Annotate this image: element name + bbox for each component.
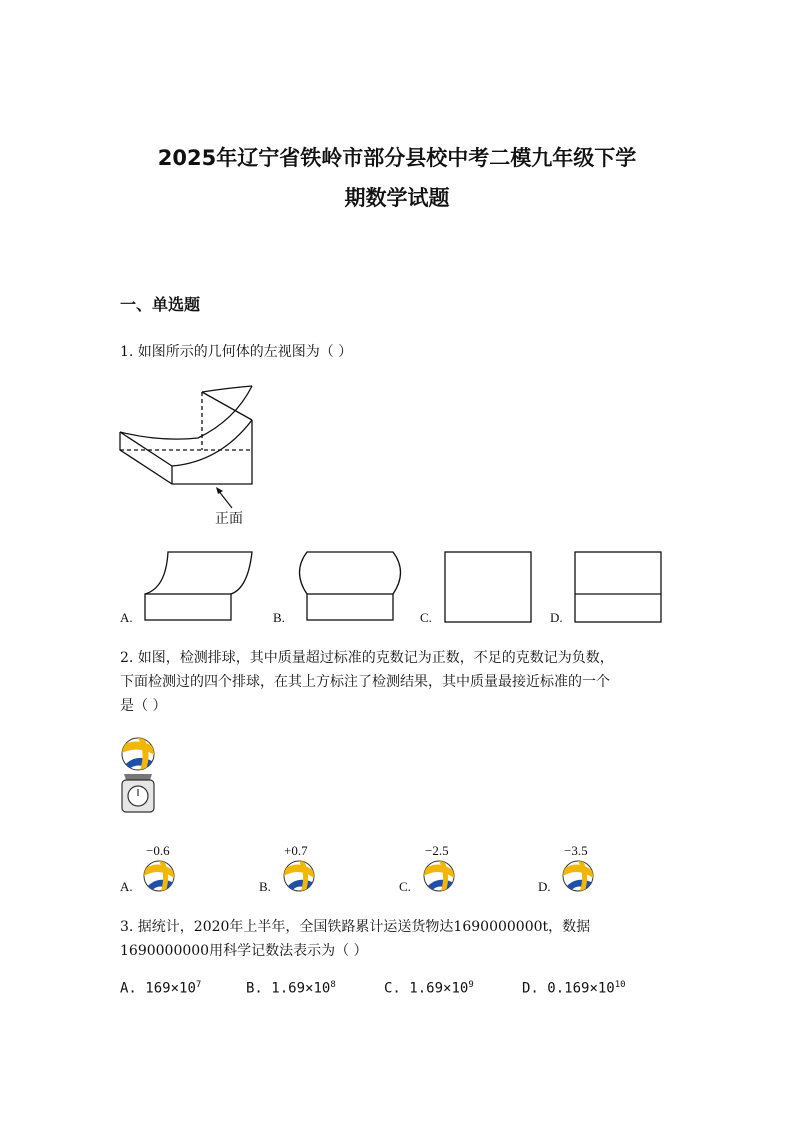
q3-option-d-base: 0.169×10	[547, 980, 615, 997]
q3-option-d[interactable]	[522, 980, 626, 997]
q3-option-c-label: C.	[384, 980, 401, 997]
q3-option-a-exp: 7	[195, 980, 202, 990]
q3-option-a-label: A.	[120, 980, 137, 997]
document-title-line1: 2025年辽宁省铁岭市部分县校中考二模九年级下学	[157, 146, 637, 170]
q3-option-b[interactable]	[246, 980, 336, 997]
volleyball-c-icon[interactable]	[422, 859, 456, 893]
question-1-text: 1. 如图所示的几何体的左视图为（ ）	[120, 344, 353, 360]
front-view-label: 正面	[215, 511, 243, 527]
question-2-line3: 是（ ）	[120, 698, 167, 714]
volleyball-d-icon[interactable]	[561, 859, 595, 893]
q3-option-c-base: 1.69×10	[409, 980, 469, 997]
volleyball-a-icon[interactable]	[142, 859, 176, 893]
question-2-line2: 下面检测过的四个排球，在其上方标注了检测结果，其中质量最接近标准的一个	[120, 674, 610, 690]
q1-option-c-figure[interactable]	[440, 548, 536, 624]
volleyball-b-icon[interactable]	[282, 859, 316, 893]
scale-with-ball-icon	[116, 734, 166, 816]
q2-option-d-value: −3.5	[564, 843, 588, 858]
q3-option-a[interactable]	[120, 980, 201, 997]
q1-option-d-label[interactable]: D.	[550, 610, 563, 625]
q2-option-a-value: −0.6	[146, 843, 170, 858]
q2-option-b-value: +0.7	[284, 843, 308, 858]
q1-option-a-label[interactable]: A.	[120, 610, 133, 625]
document-title-line2: 期数学试题	[344, 186, 450, 210]
question-3-line2: 1690000000用科学记数法表示为（ ）	[120, 943, 368, 959]
q2-option-d-label[interactable]: D.	[538, 879, 551, 894]
q1-option-b-figure[interactable]	[294, 548, 406, 624]
q2-option-b-label[interactable]: B.	[259, 879, 271, 894]
q3-option-b-exp: 8	[330, 980, 336, 990]
q3-option-b-base: 1.69×10	[271, 980, 331, 997]
q1-option-a-figure[interactable]	[140, 548, 260, 624]
question-3-line1: 3. 据统计，2020年上半年，全国铁路累计运送货物达1690000000t，数据	[120, 919, 591, 935]
q3-option-b-label: B.	[246, 980, 263, 997]
q1-solid-figure	[110, 380, 270, 530]
q1-option-c-label[interactable]: C.	[420, 610, 432, 625]
q3-option-c-exp: 9	[468, 980, 474, 990]
q3-option-d-label: D.	[522, 980, 539, 997]
q2-option-c-label[interactable]: C.	[399, 879, 411, 894]
q1-option-d-figure[interactable]	[570, 548, 666, 624]
q2-option-a-label[interactable]: A.	[120, 879, 133, 894]
q3-option-d-exp: 10	[614, 980, 626, 990]
question-2-line1: 2. 如图，检测排球，其中质量超过标准的克数记为正数，不足的克数记为负数，	[120, 650, 614, 666]
q3-option-a-base: 169×10	[145, 980, 196, 997]
q1-option-b-label[interactable]: B.	[273, 610, 285, 625]
q2-option-c-value: −2.5	[425, 843, 449, 858]
q3-option-c[interactable]	[384, 980, 474, 997]
section-heading: 一、单选题	[120, 295, 201, 314]
